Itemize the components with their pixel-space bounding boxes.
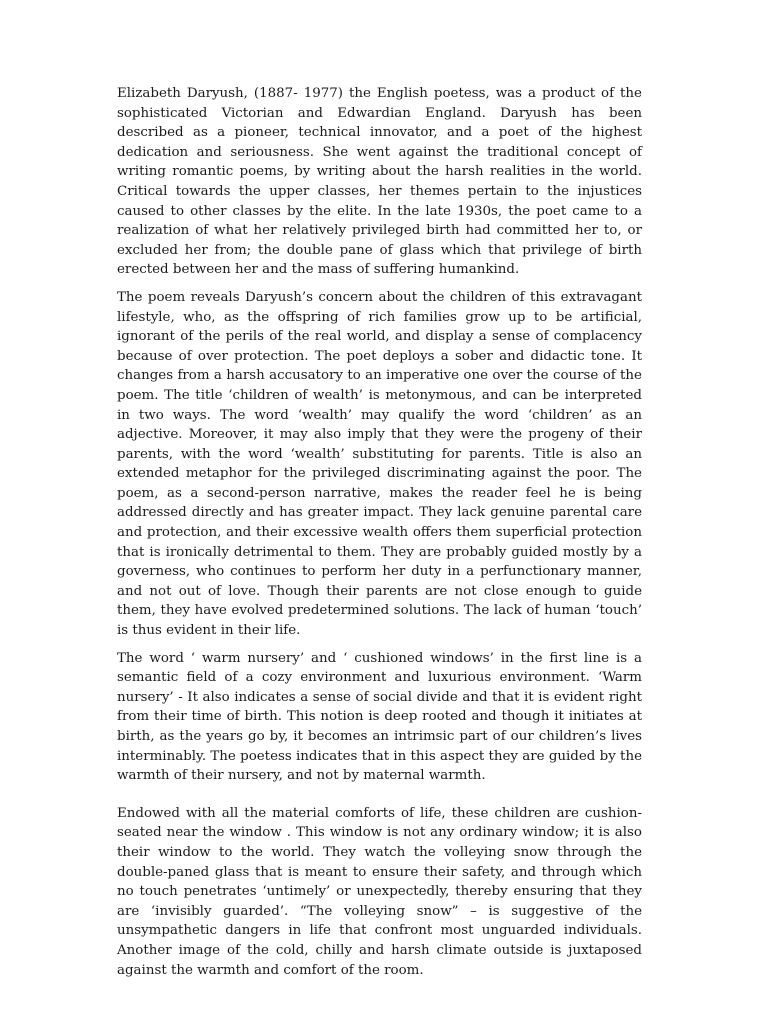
- paragraph-window: Endowed with all the material comforts of life, these children are cushion-seated near the window . This window is not any ordinary window; it is also their window to the world. They watch the volleying snow through the double-paned glass that is meant to ensure their safety, and through which no touch penetrates ‘untimely’ or unexpectedly, thereby ensuring that they are ‘invisibly guarded’. “The volleying snow” – is suggestive of the unsympathetic dangers in life that confront most unguarded individuals. Another image of the cold, chilly and harsh climate outside is juxtaposed against the warmth and comfort of the room.: [117, 805, 642, 978]
- paragraph-concern: The poem reveals Daryush’s concern about the children of this extravagant lifestyle, who, as the offspring of rich families grow up to be artificial, ignorant of the perils of the real world, and display a sense of complacency because of over protection. The poet deploys a sober and didactic tone. It changes from a harsh accusatory to an imperative one over the course of the poem. The title ‘children of wealth’ is metonymous, and can be interpreted in two ways. The word ‘wealth’ may qualify the word ‘children’ as an adjective. Moreover, it may also imply that they were the progeny of their parents, with the word ‘wealth’ substituting for parents. Title is also an extended metaphor for the privileged discriminating against the poor. The poem, as a second-person narrative, makes the reader feel he is being addressed directly and has greater impact. They lack genuine parental care and protection, and their excessive wealth offers them superficial protection that is ironically detrimental to them. They are probably guided mostly by a governess, who continues to perform her duty in a perfunctionary manner, and not out of love. Though their parents are not close enough to guide them, they have evolved predetermined solutions. The lack of human ‘touch’ is thus evident in their life.: [117, 289, 642, 639]
- paragraph-warm-nursery: The word ‘ warm nursery’ and ‘ cushioned windows’ in the first line is a semantic field of a cozy environment and luxurious environment. ‘Warm nursery’ - It also indicates a sense of social divide and that it is evident right from their time of birth. This notion is deep rooted and though it initiates at birth, as the years go by, it becomes an intrimsic part of our children’s lives interminably. The poetess indicates that in this aspect they are guided by the warmth of their nursery, and not by maternal warmth.: [117, 650, 642, 784]
- paragraph-intro: Elizabeth Daryush, (1887- 1977) the English poetess, was a product of the sophisticated Victorian and Edwardian England. Daryush has been described as a pioneer, technical innovator, and a poet of the highest dedication and seriousness. She went against the traditional concept of writing romantic poems, by writing about the harsh realities in the world. Critical towards the upper classes, her themes pertain to the injustices caused to other classes by the elite. In the late 1930s, the poet came to a realization of what her relatively privileged birth had committed her to, or excluded her from; the double pane of glass which that privilege of birth erected between her and the mass of suffering humankind.: [117, 86, 642, 278]
- document-page: [117, 84, 642, 988]
